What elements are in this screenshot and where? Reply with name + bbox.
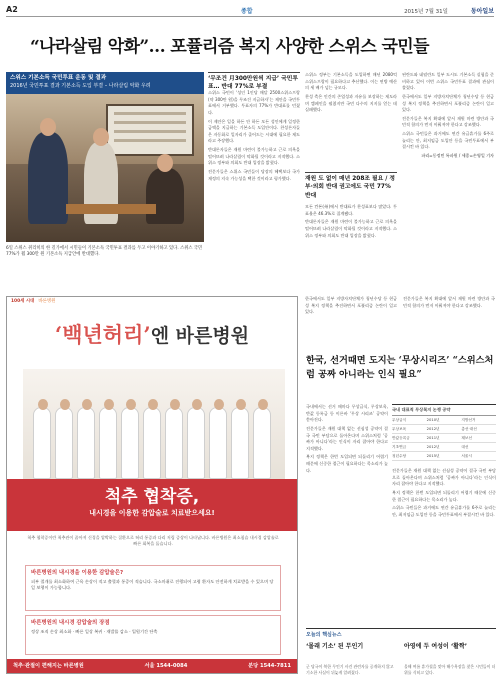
ad-box-method: 바른병원의 내시경을 이용한 감압술은? 피부 절개를 최소화하여 근육 손상이 적고 출혈과 통증이 적습니다. 국소마취로 진행되어 고령 환자도 안전하게 치료받을 수 있으며 당일 보행이 가능합니다. [25,565,281,611]
paragraph: 전문가들은 재원 대책 없는 선심성 공약이 결국 국민 부담으로 돌아온다며 스위스처럼 ‘공짜가 아니다’라는 인식이 자리 잡아야 한다고 지적했다. [392,468,496,487]
paragraph: 전문가들은 복지 확대에 앞서 재원 마련 방안과 국민적 합의가 먼저 이뤄져야 한다고 강조했다. [402,115,494,128]
paragraph: 전문가들은 재원 대책 없는 선심성 공약이 결국 국민 부담으로 돌아온다며 스위스처럼 ‘공짜가 아니다’라는 인식이 자리 잡아야 한다고 지적했다. [306,425,388,451]
section-label: 종합 [241,8,253,15]
ad-banner-sub: 내시경을 이용한 감압술로 치료받으세요! [89,509,215,517]
paragraph: 모든 칸톤(州)에서 반대표가 찬성표보다 많았다. 투표율은 46.3%로 집계됐다. [305,204,397,216]
article4-body-right [392,468,496,624]
photo-board [106,104,194,156]
article4-headline: 한국, 선거때면 도지는 ‘무상시리즈’ “스위스처럼 공짜 아니라는 인식 필요” [306,355,494,380]
ad-box-advantages: 바른병원의 내시경 감압술의 장점 정상 조직 손상 최소화 · 빠른 일상 복귀 · 재발률 감소 · 입원기간 단축 [25,615,281,655]
welfare-table [392,404,496,461]
phone-bundang: 분당 1544-7811 [248,663,291,669]
ad-body: 척추 협착증이란 척추관이 좁아져 신경을 압박하는 질환으로 허리 통증과 다리 저림 증상이 나타납니다. 바른병원은 최소침습 내시경 감압술로 빠른 회복을 돕습니다. [27,535,279,546]
phone-seoul: 서울 1544-0084 [144,663,188,669]
ad-banner [7,479,297,531]
bottom-headline-left[interactable]: ‘몰래 기소’ 된 무인기 [306,643,364,650]
article2-intro [305,72,397,168]
paragraph: 복지 정책은 한번 도입되면 되돌리기 어렵기 때문에 신중한 접근이 필요하다는 목소리가 높다. [306,454,388,473]
article1-subhead: ‘무조건 月300만원씩 지급’ 국민투표… 반대 77%로 부결 [208,72,300,92]
page-number: A2 [6,5,18,14]
paragraph: 한국에서도 일부 지방자치단체가 청년수당 등 현금성 복지 정책을 추진하면서 포퓰리즘 논란이 일고 있다. [305,296,397,315]
paragraph: 반대론자들은 재원 마련이 불가능하고 근로 의욕을 떨어뜨려 나라살림이 악화될 것이라고 지적했다. 스위스 정부와 의회도 반대 입장을 밝혔다. [305,219,397,238]
table-row: 청년수당 2015년 서울시 [392,452,496,461]
ad-banner-title: 척추 협착증, [104,487,200,507]
paragraph: 이 제안은 일을 하든 안 하든 모든 성인에게 일정한 금액을 지급하는 기본소득 도입안이다. 찬성론자들은 자동화로 일자리가 줄어드는 시대에 필요한 제도라고 주장했다. [208,118,300,144]
article2-body [305,204,397,290]
photo-head [93,128,109,146]
paragraph: 스위스 정부는 기본소득을 도입하면 매년 2080억 스위스프랑이 필요하다고 추산했다. 이는 연방 예산의 세 배가 넘는 규모다. [305,72,397,91]
table-row: 반값등록금 2011년 재보선 [392,434,496,443]
table-row: 기초연금 2012년 대선 [392,443,496,452]
photo-head [40,118,56,136]
key-news-strip: 오늘의 핵심뉴스 [306,628,496,638]
photo-person [146,168,184,224]
article1-body [208,90,300,290]
infobox-text: 2016년 국민투표 결과 기본소득 도입 부결 – 나라살림 악화 우려 [10,82,151,89]
paragraph: 전문가들은 스위스 국민들이 당장의 혜택보다 국가 재정의 지속 가능성을 택한 것이라고 평가했다. [208,168,300,181]
issue-date: 2015년 7월 31일 [404,9,448,15]
paragraph: 한국에서도 일부 지방자치단체가 청년수당 등 현금성 복지 정책을 추진하면서 포퓰리즘 논란이 일고 있다. [402,93,494,113]
ad-footer: 척추·관절이 편해지는 바른병원 서울 1544-0084 분당 1544-7811 [7,659,297,673]
photo-person [28,132,68,224]
paragraph: 스위스 국민들은 과거에도 연간 유급휴가를 6주로 늘리는 안, 최저임금 도입안 등을 국민투표에서 부결시킨 바 있다. [392,505,496,517]
infobox-title: 스위스 기본소득 국민투표 운동 및 결과 [10,75,107,81]
table-caption: 국내 대표적 무상복지 논쟁 공약 [392,405,496,416]
ad-doctors-photo [23,369,285,479]
table-row: 무상급식 2010년 지방선거 [392,416,496,425]
main-headline: “나라살림 악화”… 포퓰리즘 복지 사양한 스위스 국민들 [30,37,429,57]
hospital-ad[interactable] [6,296,298,674]
news-photo [6,72,204,242]
article2-subhead: 재원 도 없이 매년 208조 필요 / 정부·의회 반대 권고에도 국민 77% 반대 [305,172,397,200]
ad-headline: ‘백년허리’엔 바른병원 [54,322,250,347]
paragraph: 스위스 국민들은 과거에도 연간 유급휴가를 6주로 늘리는 안, 최저임금 도입안 등을 국민투표에서 부결시킨 바 있다. [402,131,494,150]
table-row: 무상보육 2012년 총선·대선 [392,425,496,434]
photo-head [157,154,173,172]
paragraph: 전문가들은 복지 확대에 앞서 재원 마련 방안과 국민적 합의가 먼저 이뤄져야 한다고 강조했다. [403,296,495,308]
photo-caption: 6일 스위스 취리히의 한 길가에서 시민들이 기본소득 국민투표 결과를 두고 이야기하고 있다. 스위스 국민 77%가 월 300만 원 기본소득 지급안에 반대했다. [6,246,203,258]
article3-continued [305,296,495,348]
paragraph: 국내에서는 선거 때마다 무상급식, 무상보육, 반값 등록금 등 이른바 ‘무상 시리즈’ 공약이 쏟아진다. [306,404,388,423]
bottom-headline-right[interactable]: 아영에 두 여성이 ‘활짝’ [404,643,467,650]
paragraph: 반대론자들은 재원 마련이 불가능하고 근로 의욕을 떨어뜨려 나라살림이 악화될 것이라고 지적했다. 스위스 정부와 의회도 반대 입장을 밝혔다. [208,147,300,166]
bottom-text-left: 군 당국이 북한 무인기 사건 관련자를 공개하지 않고 기소한 사실이 뒤늦게 알려졌다. [306,664,394,676]
paper-name: 동아일보 [470,8,494,15]
paragraph: 찬성 측은 인간의 존엄성과 자유를 보장하는 제도라며 캠페인을 펼쳤지만 국민 다수의 지지를 얻는 데 실패했다. [305,93,397,113]
paragraph: 복지 정책은 한번 도입되면 되돌리기 어렵기 때문에 신중한 접근이 필요하다는 목소리가 높다. [392,489,496,502]
bottom-text-right: 올해 여름 휴가철을 맞아 해수욕장을 찾은 시민들이 더위를 식히고 있다. [404,664,496,676]
byline: 파리=동정민 특파원 / 세종=손영일 기자 [421,152,494,158]
paragraph: 핀란드와 네덜란드 일부 도시도 기본소득 실험을 준비하고 있어 이번 스위스 국민투표 결과에 관심이 쏠렸다. [402,72,494,91]
photo-infobox [6,72,204,94]
article4-body-left [306,404,388,624]
masthead [6,3,494,17]
photo-table [66,204,156,214]
paragraph: 스위스 국민이 ‘성인 1인당 매달 2500스위스프랑(약 300만 원)을 무조건 지급하자’는 제안을 국민투표에서 거부했다. 투표자의 77%가 반대표를 던졌다. [208,90,300,115]
ad-top-label: 100세 시대 바른병원 [11,299,56,304]
